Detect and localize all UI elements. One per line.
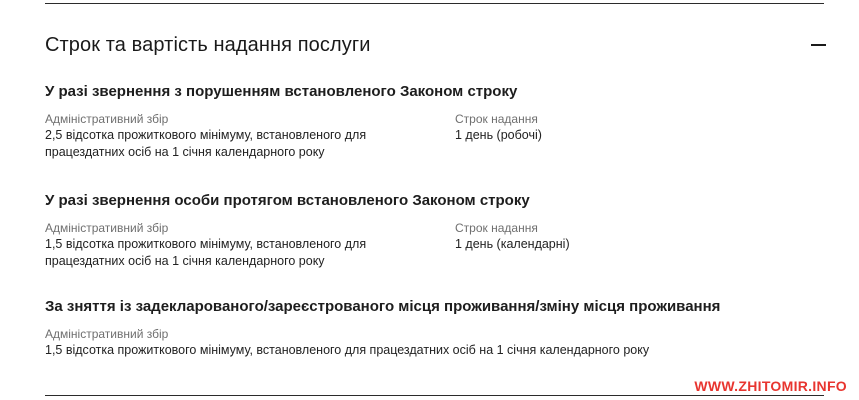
term-label: Строк надання <box>455 221 538 235</box>
fee-label: Адміністративний збір <box>45 221 169 235</box>
term-field <box>455 220 655 270</box>
top-divider <box>45 3 824 4</box>
accordion-header[interactable] <box>45 30 826 60</box>
section-timely-application <box>45 192 824 270</box>
term-value: 1 день (робочі) <box>455 128 542 142</box>
site-watermark: WWW.ZHITOMIR.INFO <box>694 378 847 394</box>
section-title: У разі звернення особи протягом встановленого Законом строку <box>45 192 530 209</box>
section-fields <box>45 220 824 270</box>
term-field <box>455 111 655 161</box>
fee-field <box>45 111 455 161</box>
term-value: 1 день (календарні) <box>455 237 570 251</box>
fee-value: 1,5 відсотка прожиткового мінімуму, встановленого для працездатних осіб на 1 січня календарного року <box>45 237 367 268</box>
section-title: За зняття із задекларованого/зареєстрованого місця проживання/зміну місця проживання <box>45 298 721 315</box>
fee-value: 1,5 відсотка прожиткового мінімуму, встановленого для працездатних осіб на 1 січня календарного року <box>45 343 650 357</box>
section-fields <box>45 111 824 161</box>
fee-label: Адміністративний збір <box>45 112 169 126</box>
minus-icon[interactable] <box>810 37 826 53</box>
fee-value: 2,5 відсотка прожиткового мінімуму, встановленого для працездатних осіб на 1 січня календарного року <box>45 128 367 159</box>
section-late-application <box>45 83 824 161</box>
section-deregistration <box>45 298 824 359</box>
term-label: Строк надання <box>455 112 538 126</box>
fee-field <box>45 326 745 359</box>
accordion-title: Строк та вартість надання послуги <box>45 33 371 56</box>
bottom-divider <box>45 395 824 396</box>
fee-label: Адміністративний збір <box>45 327 169 341</box>
fee-field <box>45 220 455 270</box>
section-fields <box>45 326 824 359</box>
section-title: У разі звернення з порушенням встановленого Законом строку <box>45 83 518 100</box>
